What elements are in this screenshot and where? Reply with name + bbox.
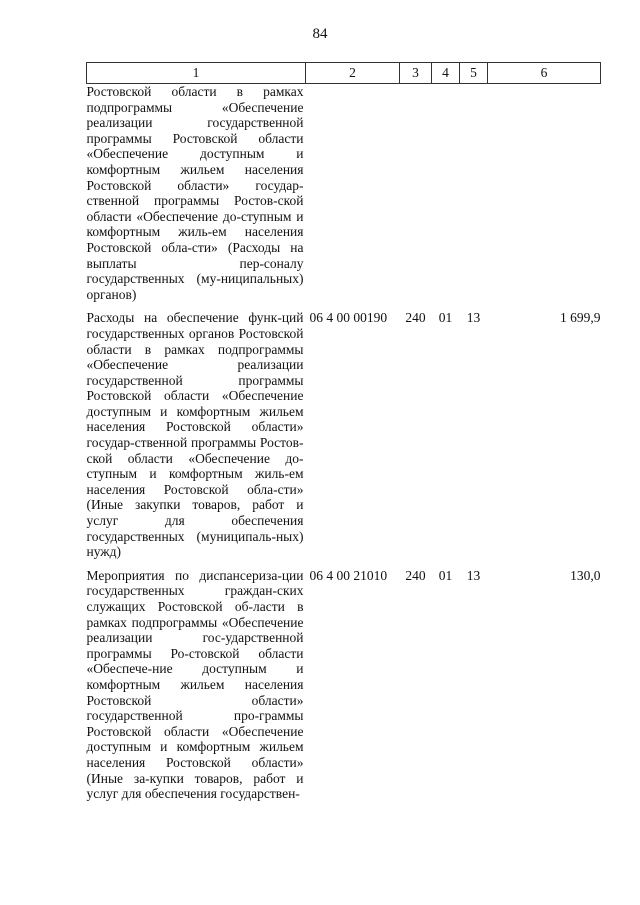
row-target-code: 06 4 00 00190 [309,310,388,326]
column-header-4: 4 [432,63,460,84]
row-section [432,84,460,303]
row-description: Ростовской области в рамках подпрограммы «Обеспечение реализации государственной программы Ростовской области «Обеспечение доступным и комфортным жильем населения Ростовской области» государ-ственной программы Ростов-ской области «Обеспечение до-ступным и комфортным жиль-ем населения Ростовской обла-сти» (Расходы на выплаты пер-соналу государственных (му-ниципальных) органов) [86,84,304,302]
column-header-5: 5 [460,63,488,84]
column-header-3: 3 [400,63,432,84]
column-header-2: 2 [306,63,400,84]
row-amount [488,84,601,303]
table-header-row [87,63,601,84]
row-target-code: 06 4 00 21010 [309,567,388,583]
table-row [87,84,601,303]
row-target-code [306,84,400,303]
row-expense-type: 240 [405,310,426,326]
page-number: 84 [312,26,328,42]
column-header-1: 1 [87,63,306,84]
row-subsection: 13 [466,567,481,583]
row-expense-type: 240 [405,567,426,583]
budget-table [86,62,601,802]
row-section: 01 [438,310,453,326]
table-row [87,310,601,560]
row-amount: 1 699,9 [560,310,601,326]
table-row [87,568,601,802]
row-description: Мероприятия по диспансериза-ции государственных граждан-ских служащих Ростовской об-ласти в рамках подпрограммы «Обеспечение реализации гос-ударственной программы Ро-стовской области «Обеспече-ние доступным и комфортным жильем населения Ростовской области» государственной про-граммы Ростовской области «Обеспечение доступным и комфортным жильем населения Ростовской области» (Иные за-купки товаров, работ и услуг для обеспечения государствен- [86,567,304,802]
row-subsection: 13 [466,310,481,326]
row-amount: 130,0 [570,567,601,583]
column-header-6: 6 [488,63,601,84]
row-subsection [460,84,488,303]
row-description: Расходы на обеспечение функ-ций государственных органов Ростовской области в рамках подпрограммы «Обеспечение реализации государственной программы Ростовской области «Обеспечение доступным и комфортным жильем населения Ростовской области» государ-ственной программы Ростов-ской области «Обеспечение до-ступным и комфортным жиль-ем населения Ростовской обла-сти» (Иные закупки товаров, работ и услуг для обеспечения государственных (муниципаль-ных) нужд) [86,310,304,560]
row-section: 01 [438,567,453,583]
row-expense-type [400,84,432,303]
